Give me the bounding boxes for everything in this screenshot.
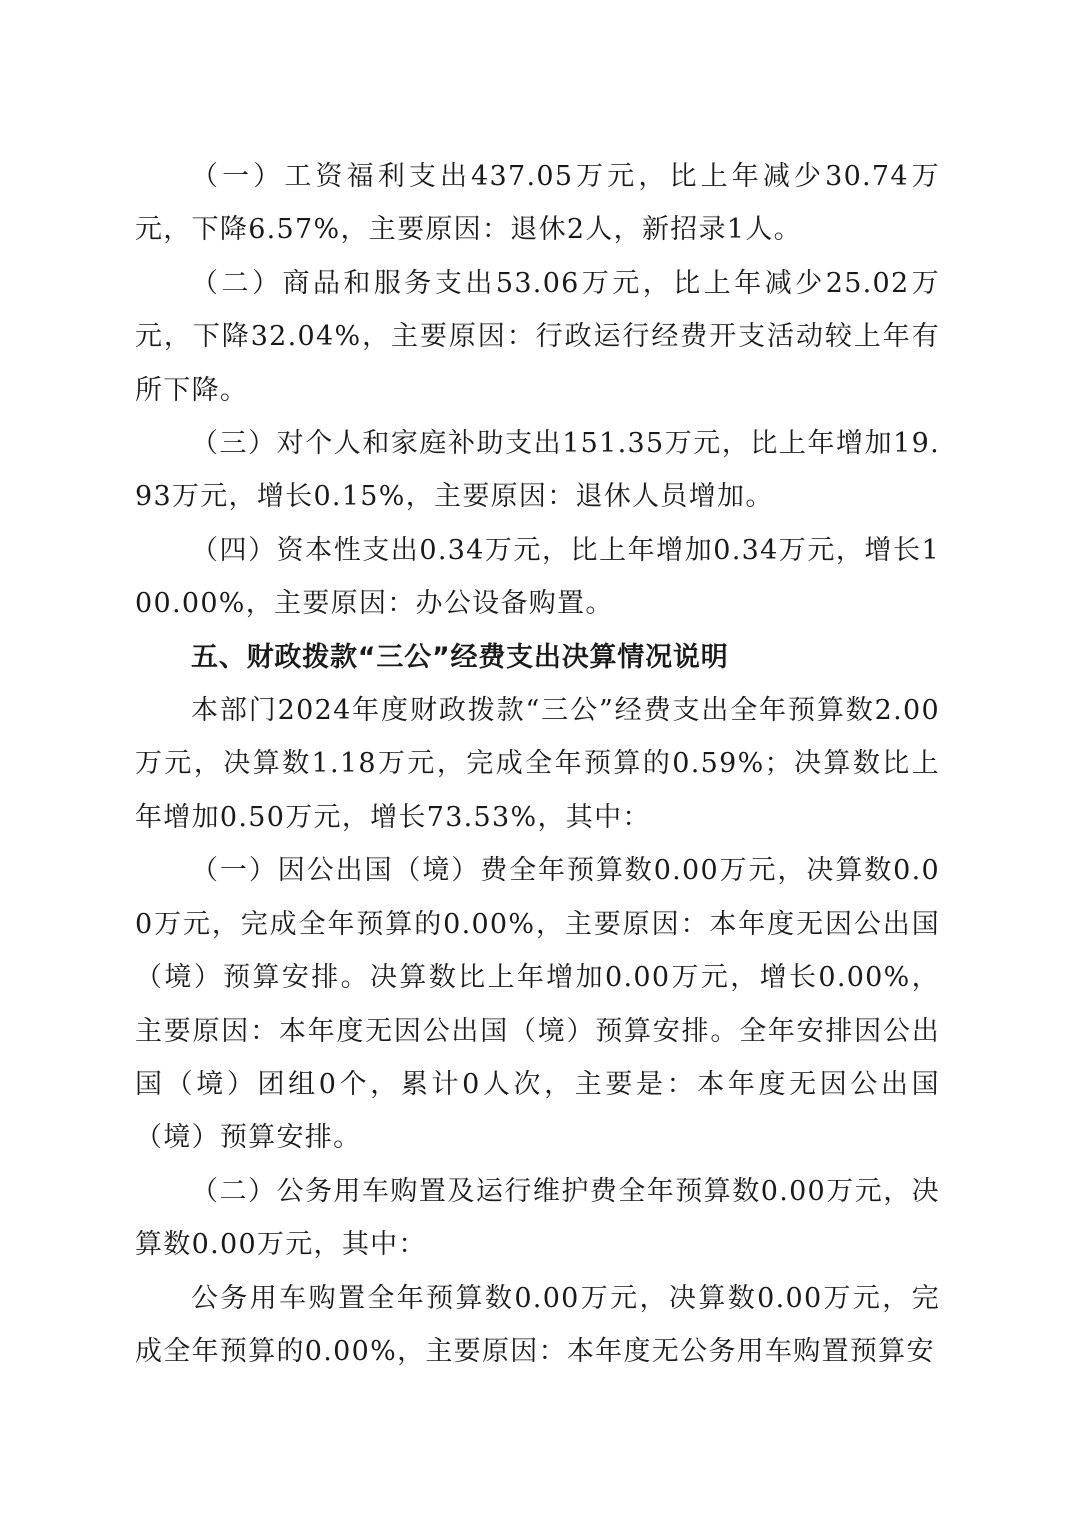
document-body xyxy=(135,150,940,1378)
paragraph-household-subsidy-expenditure: （三）对个人和家庭补助支出151.35万元，比上年增加19.93万元，增长0.15%，主要原因：退休人员增加。 xyxy=(135,428,940,513)
paragraph-wage-expenditure: （一）工资福利支出437.05万元，比上年减少30.74万元，下降6.57%，主要原因：退休2人，新招录1人。 xyxy=(135,161,940,246)
paragraph-overseas-travel: （一）因公出国（境）费全年预算数0.00万元，决算数0.00万元，完成全年预算的0.00%，主要原因：本年度无因公出国（境）预算安排。决算数比上年增加0.00万元，增长0.00%，主要原因：本年度无因公出国（境）预算安排。全年安排因公出国（境）团组0个，累计0人次，主要是：本年度无因公出国（境）预算安排。 xyxy=(135,855,940,1154)
paragraph-vehicle-purchase: 公务用车购置全年预算数0.00万元，决算数0.00万元，完成全年预算的0.00%，主要原因：本年度无公务用车购置预算安 xyxy=(135,1282,940,1367)
paragraph-capital-expenditure: （四）资本性支出0.34万元，比上年增加0.34万元，增长100.00%，主要原因：办公设备购置。 xyxy=(135,534,940,620)
section-heading: 五、财政拨款“三公”经费支出决算情况说明 xyxy=(191,641,729,673)
paragraph-official-vehicles: （二）公务用车购置及运行维护费全年预算数0.00万元，决算数0.00万元，其中： xyxy=(135,1175,940,1261)
paragraph-three-public-summary: 本部门2024年度财政拨款“三公”经费支出全年预算数2.00万元，决算数1.18万元，完成全年预算的0.59%；决算数比上年增加0.50万元，增长73.53%，其中： xyxy=(135,695,940,833)
paragraph-goods-services-expenditure: （二）商品和服务支出53.06万元，比上年减少25.02万元，下降32.04%，主要原因：行政运行经费开支活动较上年有所下降。 xyxy=(135,267,940,406)
